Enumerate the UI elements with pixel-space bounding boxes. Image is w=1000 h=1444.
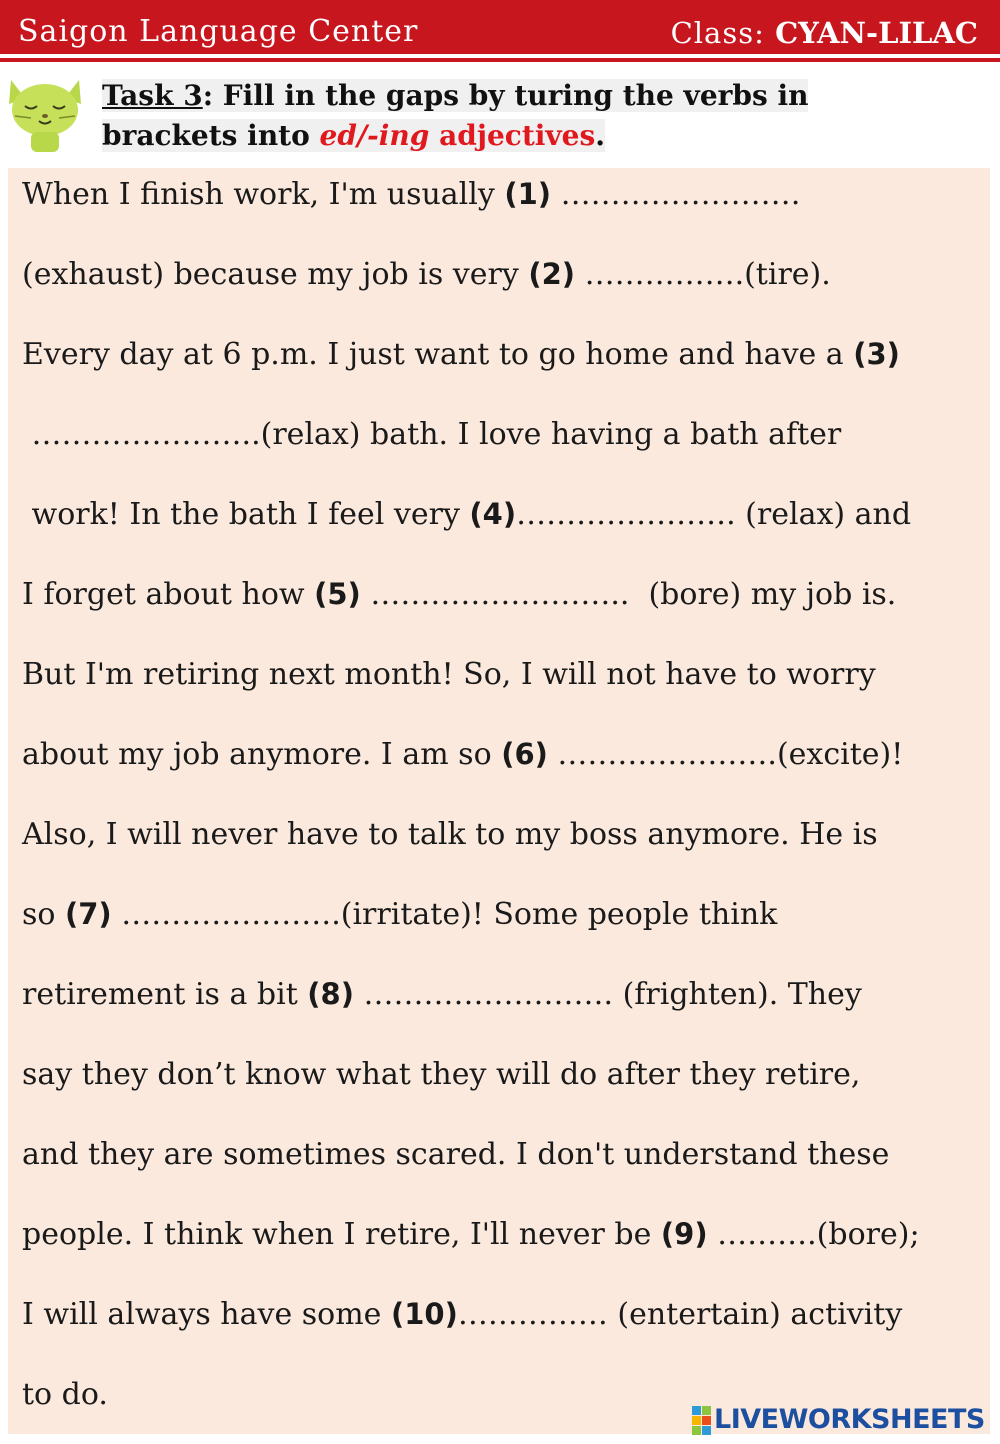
liveworksheets-logo xyxy=(692,1404,992,1438)
task-instruction-part1: : Fill in the gaps by turing the verbs in xyxy=(202,79,809,112)
liveworksheets-logo-text: LIVEWORKSHEETS xyxy=(714,1404,985,1435)
gap-number: (2) xyxy=(528,257,576,291)
task-instruction-part2: brackets into xyxy=(102,119,320,152)
gap-number: (1) xyxy=(504,177,552,211)
center-name: Saigon Language Center xyxy=(18,14,419,49)
page-header xyxy=(0,0,1000,54)
exercise-line: Also, I will never have to talk to my boss anymore. He is xyxy=(22,817,878,852)
class-value: CYAN-LILAC xyxy=(775,16,978,50)
gap-number: (7) xyxy=(65,897,112,931)
header-divider xyxy=(0,58,1000,62)
task-instruction xyxy=(102,76,902,156)
exercise-line: (exhaust) because my job is very (2) …………….(tire). xyxy=(22,257,831,292)
adjectives-word: adjectives xyxy=(429,119,596,152)
exercise-line: I will always have some (10)…………… (entertain) activity xyxy=(22,1297,903,1332)
gap-number: (3) xyxy=(853,337,900,371)
exercise-line: and they are sometimes scared. I don't understand these xyxy=(22,1137,890,1172)
exercise-line: so (7) ………………….(irritate)! Some people think xyxy=(22,897,778,932)
exercise-line: say they don’t know what they will do after they retire, xyxy=(22,1057,861,1092)
gap-number: (8) xyxy=(307,977,354,1011)
ed-ing-highlight: ed/-ing xyxy=(319,119,430,152)
exercise-line: work! In the bath I feel very (4)…………………. (relax) and xyxy=(22,497,912,532)
exercise-line: about my job anymore. I am so (6) ………………….(excite)! xyxy=(22,737,904,772)
exercise-line: retirement is a bit (8) ……………………. (frighten). They xyxy=(22,977,862,1012)
exercise-line: I forget about how (5) …………………….. (bore) my job is. xyxy=(22,577,897,612)
gap-number: (5) xyxy=(314,577,361,611)
gap-number: (10) xyxy=(390,1297,458,1331)
gap-number: (6) xyxy=(501,737,548,771)
task-label: Task 3 xyxy=(102,79,203,112)
exercise-line: …………………..(relax) bath. I love having a bath after xyxy=(22,417,842,452)
gap-number: (9) xyxy=(660,1217,708,1251)
exercise-line: When I finish work, I'm usually (1) …………………… xyxy=(22,177,801,212)
cat-mascot-icon xyxy=(5,76,85,154)
exercise-line: people. I think when I retire, I'll never be (9) ……….(bore); xyxy=(22,1217,920,1252)
exercise-line: to do. xyxy=(22,1377,108,1412)
exercise-line: But I'm retiring next month! So, I will not have to worry xyxy=(22,657,876,692)
class-info xyxy=(671,16,978,50)
liveworksheets-logo-icon xyxy=(692,1406,712,1436)
exercise-line: Every day at 6 p.m. I just want to go home and have a (3) xyxy=(22,337,900,372)
task-end: . xyxy=(595,119,605,152)
class-label: Class: xyxy=(670,16,765,50)
gap-number: (4) xyxy=(469,497,517,531)
